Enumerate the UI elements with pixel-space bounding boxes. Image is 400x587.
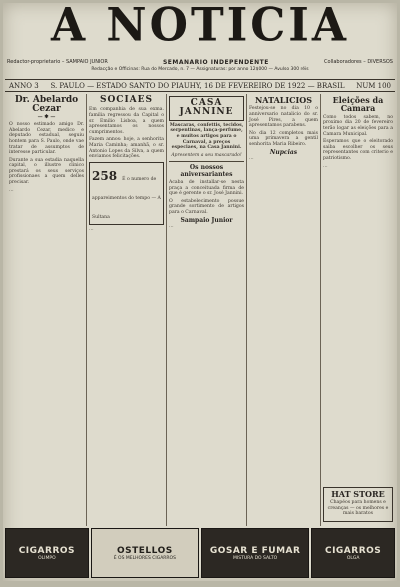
ad-cigarros-1 [5, 528, 89, 578]
continuation: … [169, 223, 174, 229]
section-heading: Nupcias [269, 148, 298, 156]
article-paragraph: Em companhia de sua exma. familia regressou da Capital o sr. Emilio Lisboa, a quem apresentamos os nossos cumprimentos. [89, 107, 164, 135]
article-paragraph: O estabelecimento possue grande sortimento de artigos para o Carnaval. [169, 198, 244, 215]
editor-label: Redactor-proprietario – SAMPAIO JUNIOR [7, 59, 108, 65]
column-4 [247, 94, 321, 526]
subscription-line: Redacção e Officinas: Rua do Mercado, n. 7 — Assignaturas: por anno 12$000 — Avulso 300 réis [91, 67, 309, 72]
ad-gosar-fumar [201, 528, 309, 578]
ad-cigarros-2 [311, 528, 395, 578]
date-label: S. PAULO — ESTADO SANTO DO PIAUHY, 16 DE FEVEREIRO DE 1922 — BRASIL [50, 81, 345, 90]
article-paragraph: O nosso estimado amigo Dr. Abelardo Cezar, medico e deputado estadual, seguiu hontem para S. Paulo, onde vae tratar de assumptos de interesse particular. [9, 122, 84, 156]
weekly-label: SEMANARIO INDEPENDENTE [162, 58, 269, 66]
column-2 [87, 94, 167, 526]
column-1 [7, 94, 87, 526]
divider [169, 161, 244, 162]
issue-number: NUM 100 [356, 81, 391, 90]
ad-title: GOSAR E FUMAR [209, 545, 301, 556]
newspaper-page [3, 3, 397, 581]
hat-store-title: HAT STORE [331, 488, 385, 499]
ad-subheading: Mascaras, confettis, tecidos, serpentinas, lança-perfume, e muitos artigos para o Carnaval, a preços especiaes, na Casa Jannini. [169, 122, 244, 151]
ad-title: CIGARROS [324, 545, 382, 556]
collaborators-label: Collaboradores – DIVERSOS [324, 59, 393, 65]
column-3 [167, 94, 247, 526]
column-5 [321, 94, 395, 526]
section-heading: NATALICIOS [254, 95, 313, 105]
ad-strip [5, 528, 395, 578]
article-paragraph: Esperamos que o eleitorado saiba escolher os seus representantes com criterio e patriotismo. [323, 139, 393, 161]
article-paragraph: Acaba de installar-se nesta praça a conceituada firma de que é gerente o sr. José Jannini. [169, 180, 244, 197]
article-heading: Dr. Abelardo Cezar [14, 95, 79, 115]
ad-ostellos [91, 528, 199, 578]
newspaper-title: A NOTICIA [50, 3, 350, 53]
notice-text: É o numero de appareimentos do tempo — A Sultana [92, 176, 161, 220]
ad-title: OSTELLOS [117, 545, 173, 556]
notice-box [89, 162, 164, 225]
article-paragraph: Festejou-se no dia 10 o anniversario natalicio do sr. José Pires, a quem apresentamos parabens. [249, 106, 318, 129]
section-heading: Os nossos aniversariantes [180, 164, 233, 178]
dateline [5, 79, 395, 92]
article-byline: — ✱ — [37, 113, 56, 120]
ad-subtitle: É OS MELHORES CIGARROS [113, 555, 176, 561]
ad-subtitle: MISTURA DO SALTO [233, 555, 278, 561]
ad-heading: CASA JANNINE [169, 96, 244, 121]
article-paragraph: Como todos sabem, no proximo dia 20 de fevereiro terão logar as eleições para a Camara Municipal. [323, 114, 393, 137]
section-heading: SOCIAES [99, 95, 154, 105]
continuation: … [323, 163, 328, 169]
ad-title: CIGARROS [18, 545, 76, 556]
hat-store-text: Chapéos para homens e creanças — os melhores e mais baratos [327, 500, 389, 517]
columns [7, 94, 395, 526]
continuation: … [89, 226, 94, 232]
continuation: … [9, 187, 14, 193]
section-heading: Sampaio Junior [180, 216, 233, 224]
article-paragraph: Durante a sua estadia naquella capital, o illustre clinico prestará os seus serviços profissionaes a quem delles precisar. [9, 157, 84, 186]
hat-store-ad [323, 487, 393, 522]
section-heading: Eleições da Camara [332, 95, 384, 114]
ad-subtitle: OLGA [346, 555, 360, 561]
masthead [3, 3, 397, 59]
ad-subtitle: OLIMPO [38, 555, 56, 561]
article-paragraph: No dia 12 completou mais uma primavera a gentil senhorita Maria Ribeiro. [249, 130, 318, 147]
article-paragraph: Fazem annos: hoje, a senhorita Maria Caminha; amanhã, o sr. Antonio Lopes da Silva, a quem enviamos felicitações. [89, 137, 164, 160]
notice-number: 258 [92, 168, 118, 183]
year-label: ANNO 3 [9, 81, 39, 90]
ad-notice: Apresentem a seu mascarado! [171, 152, 242, 158]
continuation: … [249, 155, 254, 161]
